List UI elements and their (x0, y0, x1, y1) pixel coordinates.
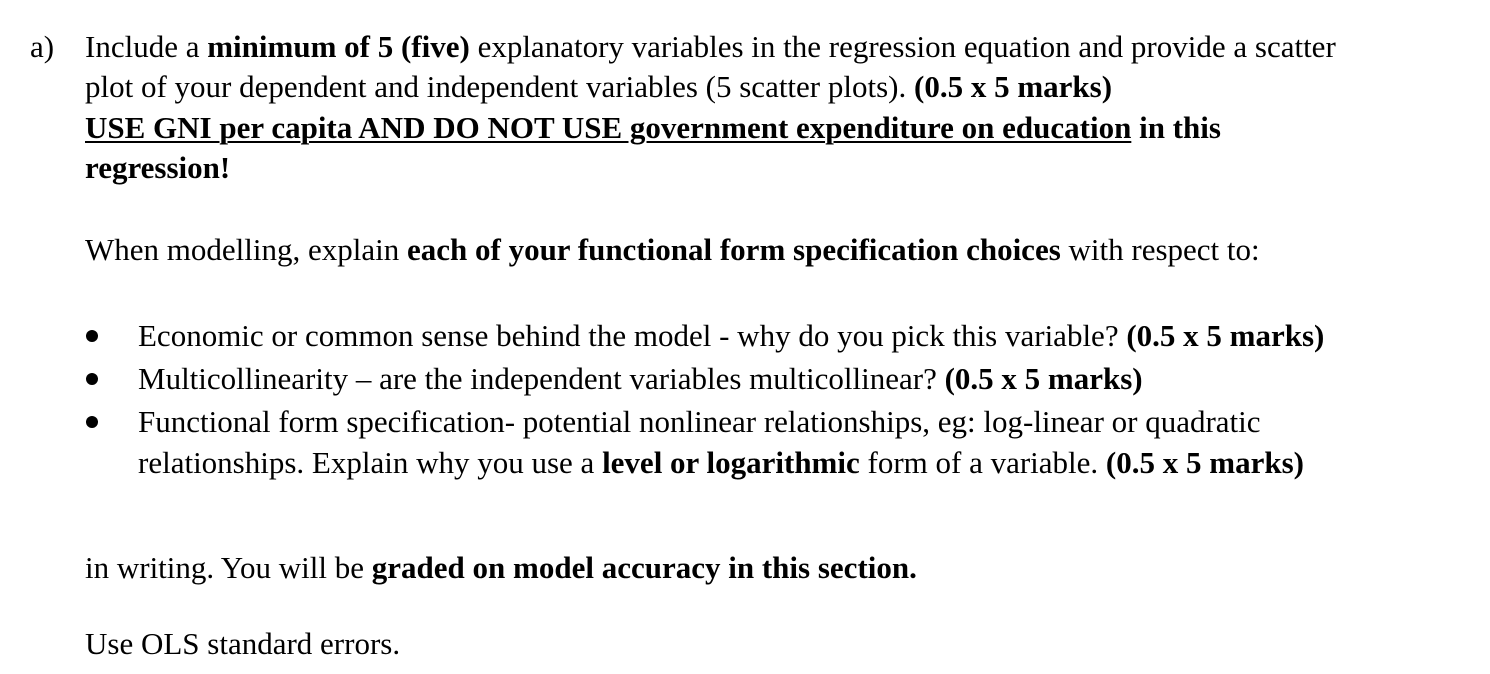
instruction-line-1 (85, 27, 1336, 67)
list-item (138, 316, 1324, 356)
marks-label: (0.5 x 5 marks) (914, 69, 1113, 104)
bold-text-segment: level or logarithmic (602, 445, 860, 480)
text-segment: form of a variable. (859, 445, 1106, 480)
text-segment: When modelling, explain (85, 232, 407, 267)
bullet-icon (86, 416, 98, 428)
ols-note (85, 624, 400, 664)
text-segment: relationships. Explain why you use a (138, 445, 603, 480)
instruction-line-4 (85, 148, 230, 188)
text-segment: with respect to: (1060, 232, 1260, 267)
bold-text-segment: each of your functional form specification choices (406, 232, 1061, 267)
instruction-line-3 (85, 108, 1221, 148)
text-segment: in writing. You will be (85, 550, 372, 585)
grading-note (85, 548, 917, 588)
bold-text-segment: graded on model accuracy in this section. (371, 550, 917, 585)
bold-text-segment: in this (1131, 110, 1221, 145)
text-segment: Multicollinearity – are the independent variables multicollinear? (138, 361, 945, 396)
text-segment: Economic or common sense behind the model - why do you pick this variable? (138, 318, 1127, 353)
bullet-icon (86, 373, 98, 385)
marks-label: (0.5 x 5 marks) (1126, 318, 1325, 353)
text-segment: Functional form specification- potential nonlinear relationships, eg: log-linear or quadratic (138, 404, 1261, 439)
list-item (138, 402, 1261, 442)
underlined-emphasis: USE GNI per capita AND DO NOT USE government expenditure on education (85, 110, 1132, 145)
modelling-instruction (85, 230, 1260, 270)
text-segment: Use OLS standard errors. (85, 626, 401, 661)
list-item (138, 359, 1143, 399)
text-segment: explanatory variables in the regression equation and provide a scatter (469, 29, 1336, 64)
marks-label: (0.5 x 5 marks) (1105, 445, 1304, 480)
instruction-line-2 (85, 67, 1112, 107)
item-marker: a) (30, 29, 55, 64)
bullet-icon (86, 330, 98, 342)
bold-text-segment: regression! (85, 150, 231, 185)
list-item-continuation (138, 443, 1304, 483)
bold-text-segment: minimum of 5 (five) (207, 29, 470, 64)
marks-label: (0.5 x 5 marks) (944, 361, 1143, 396)
text-segment: plot of your dependent and independent variables (5 scatter plots). (85, 69, 914, 104)
text-segment: Include a (85, 29, 208, 64)
